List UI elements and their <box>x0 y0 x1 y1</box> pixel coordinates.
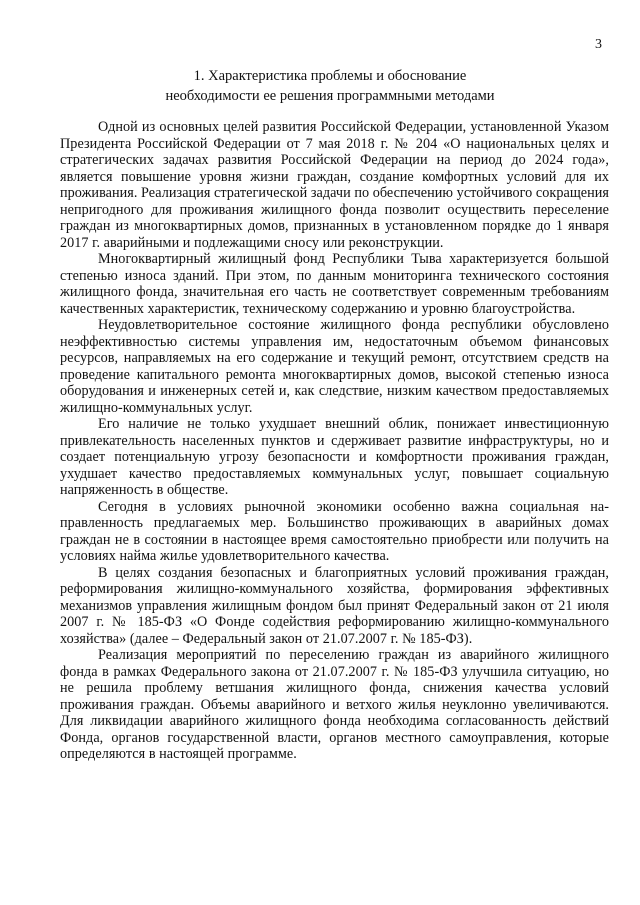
section-heading-line-1: 1. Характеристика проблемы и обоснование <box>193 68 467 84</box>
section-heading-line-2: необходимости ее решения программными методами <box>165 88 495 104</box>
paragraph-unsatisfactory-condition: Неудовлетворительное состояние жилищного фонда республики обусловлено неэффективностью системы управления им, недостаточным объемом финансовых ресурсов, направляемых на его содержание и текущий ремонт, отсутствием средств на проведение капитального ремонта многоквартирных домов, высокой степенью износа оборудования и инженерных сетей и, как следствие, низким качеством предоставляемых жилищно-коммунальных услуг. <box>60 317 609 416</box>
paragraph-federal-law: В целях создания безопасных и благоприятных условий проживания граждан, реформирования жилищно-коммунального хозяйства, формирования эффективных механизмов управления жилищным фондом был принят Федеральный закон от 21 июля 2007 г. № 185-ФЗ «О Фонде содействия реформированию жилищно-коммунального хозяйства» (далее – Федеральный закон от 21.07.2007 г. № 185-ФЗ). <box>60 564 609 647</box>
page-number: 3 <box>595 37 602 52</box>
paragraph-market-economy: Сегодня в условиях рыночной экономики особенно важна социальная направленность предлагаемых мер. Большинство проживающих в аварийных домах граждан не в состоянии в настоящее время самостоятельно приобрести или получить на условиях найма жилье удовлетворительного качества. <box>60 498 609 564</box>
paragraph-program-implementation: Реализация мероприятий по переселению граждан из аварийного жилищного фонда в рамках Федерального закона от 21.07.2007 г. № 185-ФЗ улучшила ситуацию, но не решила проблему ветшания жилищного фонда, снижения качества условий проживания граждан. Объемы аварийного и ветхого жилья неуклонно увеличиваются. Для ликвидации аварийного жилищного фонда необходима согласованность действий Фонда, органов государственной власти, органов местного самоуправления, которые определяются в настоящей программе. <box>60 647 609 762</box>
paragraph-social-tension: Его наличие не только ухудшает внешний облик, понижает инвестиционную привлекательность населенных пунктов и сдерживает развитие инфраструктуры, но и создает потенциальную угрозу безопасности и комфортности проживания граждан, ухудшает качество предоставляемых коммунальных услуг, повышает социальную напряженность в обществе. <box>60 416 609 498</box>
section-heading <box>60 66 600 106</box>
paragraph-housing-goals: Одной из основных целей развития Российской Федерации, установленной Указом Президента Российской Федерации от 7 мая 2018 г. № 204 «О национальных целях и стратегических задачах развития Российской Федерации на период до 2024 года», является повышение уровня жизни граждан, создание комфортных условий для их проживания. Реализация стратегической задачи по обеспечению устойчивого сокращения непригодного для проживания жилищного фонда позволит осуществить переселение граждан из многоквартирных домов, признанных в установленном порядке до 1 января 2017 г. аварийными и подлежащими сносу или реконструкции. <box>60 119 610 251</box>
paragraph-housing-stock-wear: Многоквартирный жилищный фонд Республики Тыва характеризуется большой степенью износа зданий. При этом, по данным мониторинга технического состояния жилищного фонда, значительная его часть не соответствует современным требованиям качественных характеристик, техническому содержанию и уровню благоустройства. <box>60 251 609 317</box>
document-body <box>60 119 609 763</box>
